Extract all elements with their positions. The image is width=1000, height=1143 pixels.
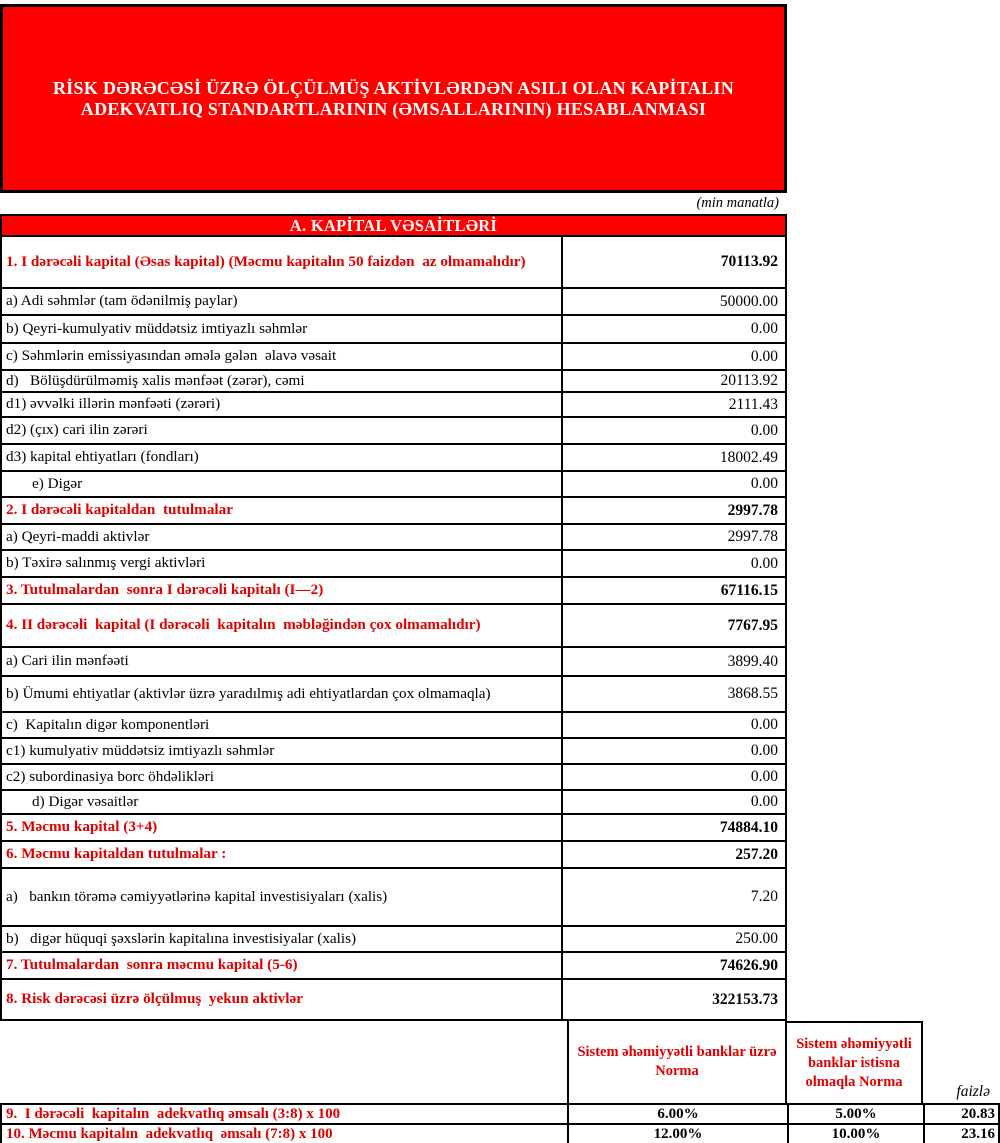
row-value: 50000.00 xyxy=(719,292,778,310)
norma-istisna-header: Sistem əhəmiyyətli banklar istisna olmaqla Norma xyxy=(787,1021,923,1103)
row-label: c1) kumulyativ müddətsiz imtiyazlı səhmlər xyxy=(2,739,563,763)
table-row xyxy=(2,416,785,443)
row-label: d3) kapital ehtiyatları (fondları) xyxy=(2,445,563,470)
table-row xyxy=(2,789,785,813)
norma-sistem-value: 12.00% xyxy=(567,1125,787,1143)
row-label: b) Təxirə salınmış vergi aktivləri xyxy=(2,551,563,576)
row-value: 20113.92 xyxy=(720,372,778,389)
row-value: 257.20 xyxy=(735,845,778,863)
row-value: 7767.95 xyxy=(727,616,778,634)
row-label: 5. Məcmu kapital (3+4) xyxy=(2,815,563,840)
row-value: 2997.78 xyxy=(727,501,778,519)
norma-sistem-header: Sistem əhəmiyyətli banklar üzrə Norma xyxy=(567,1021,787,1103)
table-row xyxy=(2,763,785,789)
report-title-box xyxy=(0,4,787,193)
row-value: 0.00 xyxy=(750,347,778,365)
row-value: 3899.40 xyxy=(727,652,778,670)
table-row xyxy=(2,342,785,369)
row-value: 3868.55 xyxy=(727,685,778,702)
row-label: d1) əvvəlki illərin mənfəəti (zərəri) xyxy=(2,393,563,416)
table-row xyxy=(2,237,785,287)
table-row xyxy=(2,576,785,603)
row-value: 2997.78 xyxy=(727,528,778,545)
table-row xyxy=(2,314,785,342)
section-a-header-label: A. KAPİTAL VƏSAİTLƏRİ xyxy=(289,215,498,235)
table-row xyxy=(2,840,785,867)
table-row xyxy=(2,867,785,925)
row-value: 322153.73 xyxy=(712,990,778,1008)
table-row xyxy=(2,496,785,523)
row-value: 250.00 xyxy=(735,930,778,947)
row-value: 0.00 xyxy=(750,742,778,759)
row-label: b) Ümumi ehtiyatlar (aktivlər üzrə yaradılmış adi ehtiyatlardan çox olmamaqla) xyxy=(2,677,563,711)
row-label: 2. I dərəcəli kapitaldan tutulmalar xyxy=(2,498,563,523)
row-value: 70113.92 xyxy=(720,253,778,270)
ratio-row xyxy=(0,1103,1000,1123)
section-a-header-bar xyxy=(0,214,787,237)
row-label: e) Digər xyxy=(2,472,563,496)
row-value: 67116.15 xyxy=(720,581,778,599)
row-label: d) Digər vəsaitlər xyxy=(2,791,563,813)
row-label: a) Qeyri-maddi aktivlər xyxy=(2,525,563,549)
row-label: c) Kapitalın digər komponentləri xyxy=(2,713,563,737)
table-row xyxy=(2,470,785,496)
row-label: a) Cari ilin mənfəəti xyxy=(2,648,563,675)
table-row xyxy=(2,443,785,470)
table-row xyxy=(2,711,785,737)
row-label: a) Adi səhmlər (tam ödənilmiş paylar) xyxy=(2,289,563,314)
table-row xyxy=(2,951,785,978)
row-value: 0.00 xyxy=(750,554,778,572)
table-row xyxy=(2,391,785,416)
table-row xyxy=(2,925,785,951)
norma-sistem-value: 6.00% xyxy=(567,1105,787,1123)
row-label: b) digər hüquqi şəxslərin kapitalına investisiyalar (xalis) xyxy=(2,927,563,951)
row-label: a) bankın törəmə cəmiyyətlərinə kapital investisiyaları (xalis) xyxy=(2,869,563,925)
table-row xyxy=(2,287,785,314)
ratios-empty-cell xyxy=(0,1021,567,1103)
row-value: 74626.90 xyxy=(719,956,778,974)
row-label: 3. Tutulmalardan sonra I dərəcəli kapitalı (I—2) xyxy=(2,578,563,603)
row-value: 0.00 xyxy=(750,716,778,733)
table-row xyxy=(2,523,785,549)
row-value: 0.00 xyxy=(750,320,778,337)
ratio-value: 20.83 xyxy=(923,1105,1000,1123)
row-label: c2) subordinasiya borc öhdəlikləri xyxy=(2,765,563,789)
row-label: c) Səhmlərin emissiyasından əmələ gələn əlavə vəsait xyxy=(2,344,563,369)
table-row xyxy=(2,369,785,391)
row-label: 7. Tutulmalardan sonra məcmu kapital (5-6) xyxy=(2,953,563,978)
row-value: 0.00 xyxy=(750,768,778,785)
table-row xyxy=(2,813,785,840)
row-label: d2) (çıx) cari ilin zərəri xyxy=(2,418,563,443)
ratios-table xyxy=(0,1103,1000,1143)
norma-istisna-value: 10.00% xyxy=(787,1125,923,1143)
row-value: 2111.43 xyxy=(728,395,778,413)
table-row xyxy=(2,675,785,711)
table-row xyxy=(2,737,785,763)
row-value: 0.00 xyxy=(750,475,778,492)
percent-unit-label: faizlə xyxy=(956,1083,990,1100)
ratio-value: 23.16 xyxy=(923,1125,1000,1143)
table-row xyxy=(2,646,785,675)
capital-table xyxy=(0,237,787,1021)
row-label: 1. I dərəcəli kapital (Əsas kapital) (Məcmu kapitalın 50 faizdən az olmamalıdır) xyxy=(2,237,563,287)
row-label: 6. Məcmu kapitaldan tutulmalar : xyxy=(2,842,563,867)
row-value: 74884.10 xyxy=(719,818,778,836)
ratio-label: 10. Məcmu kapitalın adekvatlıq əmsalı (7:8) x 100 xyxy=(0,1125,567,1143)
row-label: d) Bölüşdürülməmiş xalis mənfəət (zərər), cəmi xyxy=(2,371,563,391)
norma-istisna-value: 5.00% xyxy=(787,1105,923,1123)
row-value: 0.00 xyxy=(750,421,778,439)
unit-note: (min manatla) xyxy=(696,195,779,211)
row-label: b) Qeyri-kumulyativ müddətsiz imtiyazlı səhmlər xyxy=(2,316,563,342)
row-value: 0.00 xyxy=(750,793,778,810)
ratio-label: 9. I dərəcəli kapitalın adekvatlıq əmsalı (3:8) x 100 xyxy=(0,1105,567,1123)
row-value: 7.20 xyxy=(750,888,778,905)
report-title-line1: RİSK DƏRƏCƏSİ ÜZRƏ ÖLÇÜLMÜŞ AKTİVLƏRDƏN ASILI OLAN KAPİTALIN xyxy=(52,77,735,98)
row-label: 4. II dərəcəli kapital (I dərəcəli kapitalın məbləğindən çox olmamalıdır) xyxy=(2,605,563,646)
ratios-header-row xyxy=(0,1021,1000,1103)
row-value: 18002.49 xyxy=(719,448,778,466)
ratio-row xyxy=(0,1123,1000,1143)
table-row xyxy=(2,978,785,1019)
row-label: 8. Risk dərəcəsi üzrə ölçülmuş yekun aktivlər xyxy=(2,980,563,1019)
table-row xyxy=(2,603,785,646)
report-title-line2: ADEKVATLIQ STANDARTLARININ (ƏMSALLARININ) HESABLANMASI xyxy=(80,98,707,119)
table-row xyxy=(2,549,785,576)
